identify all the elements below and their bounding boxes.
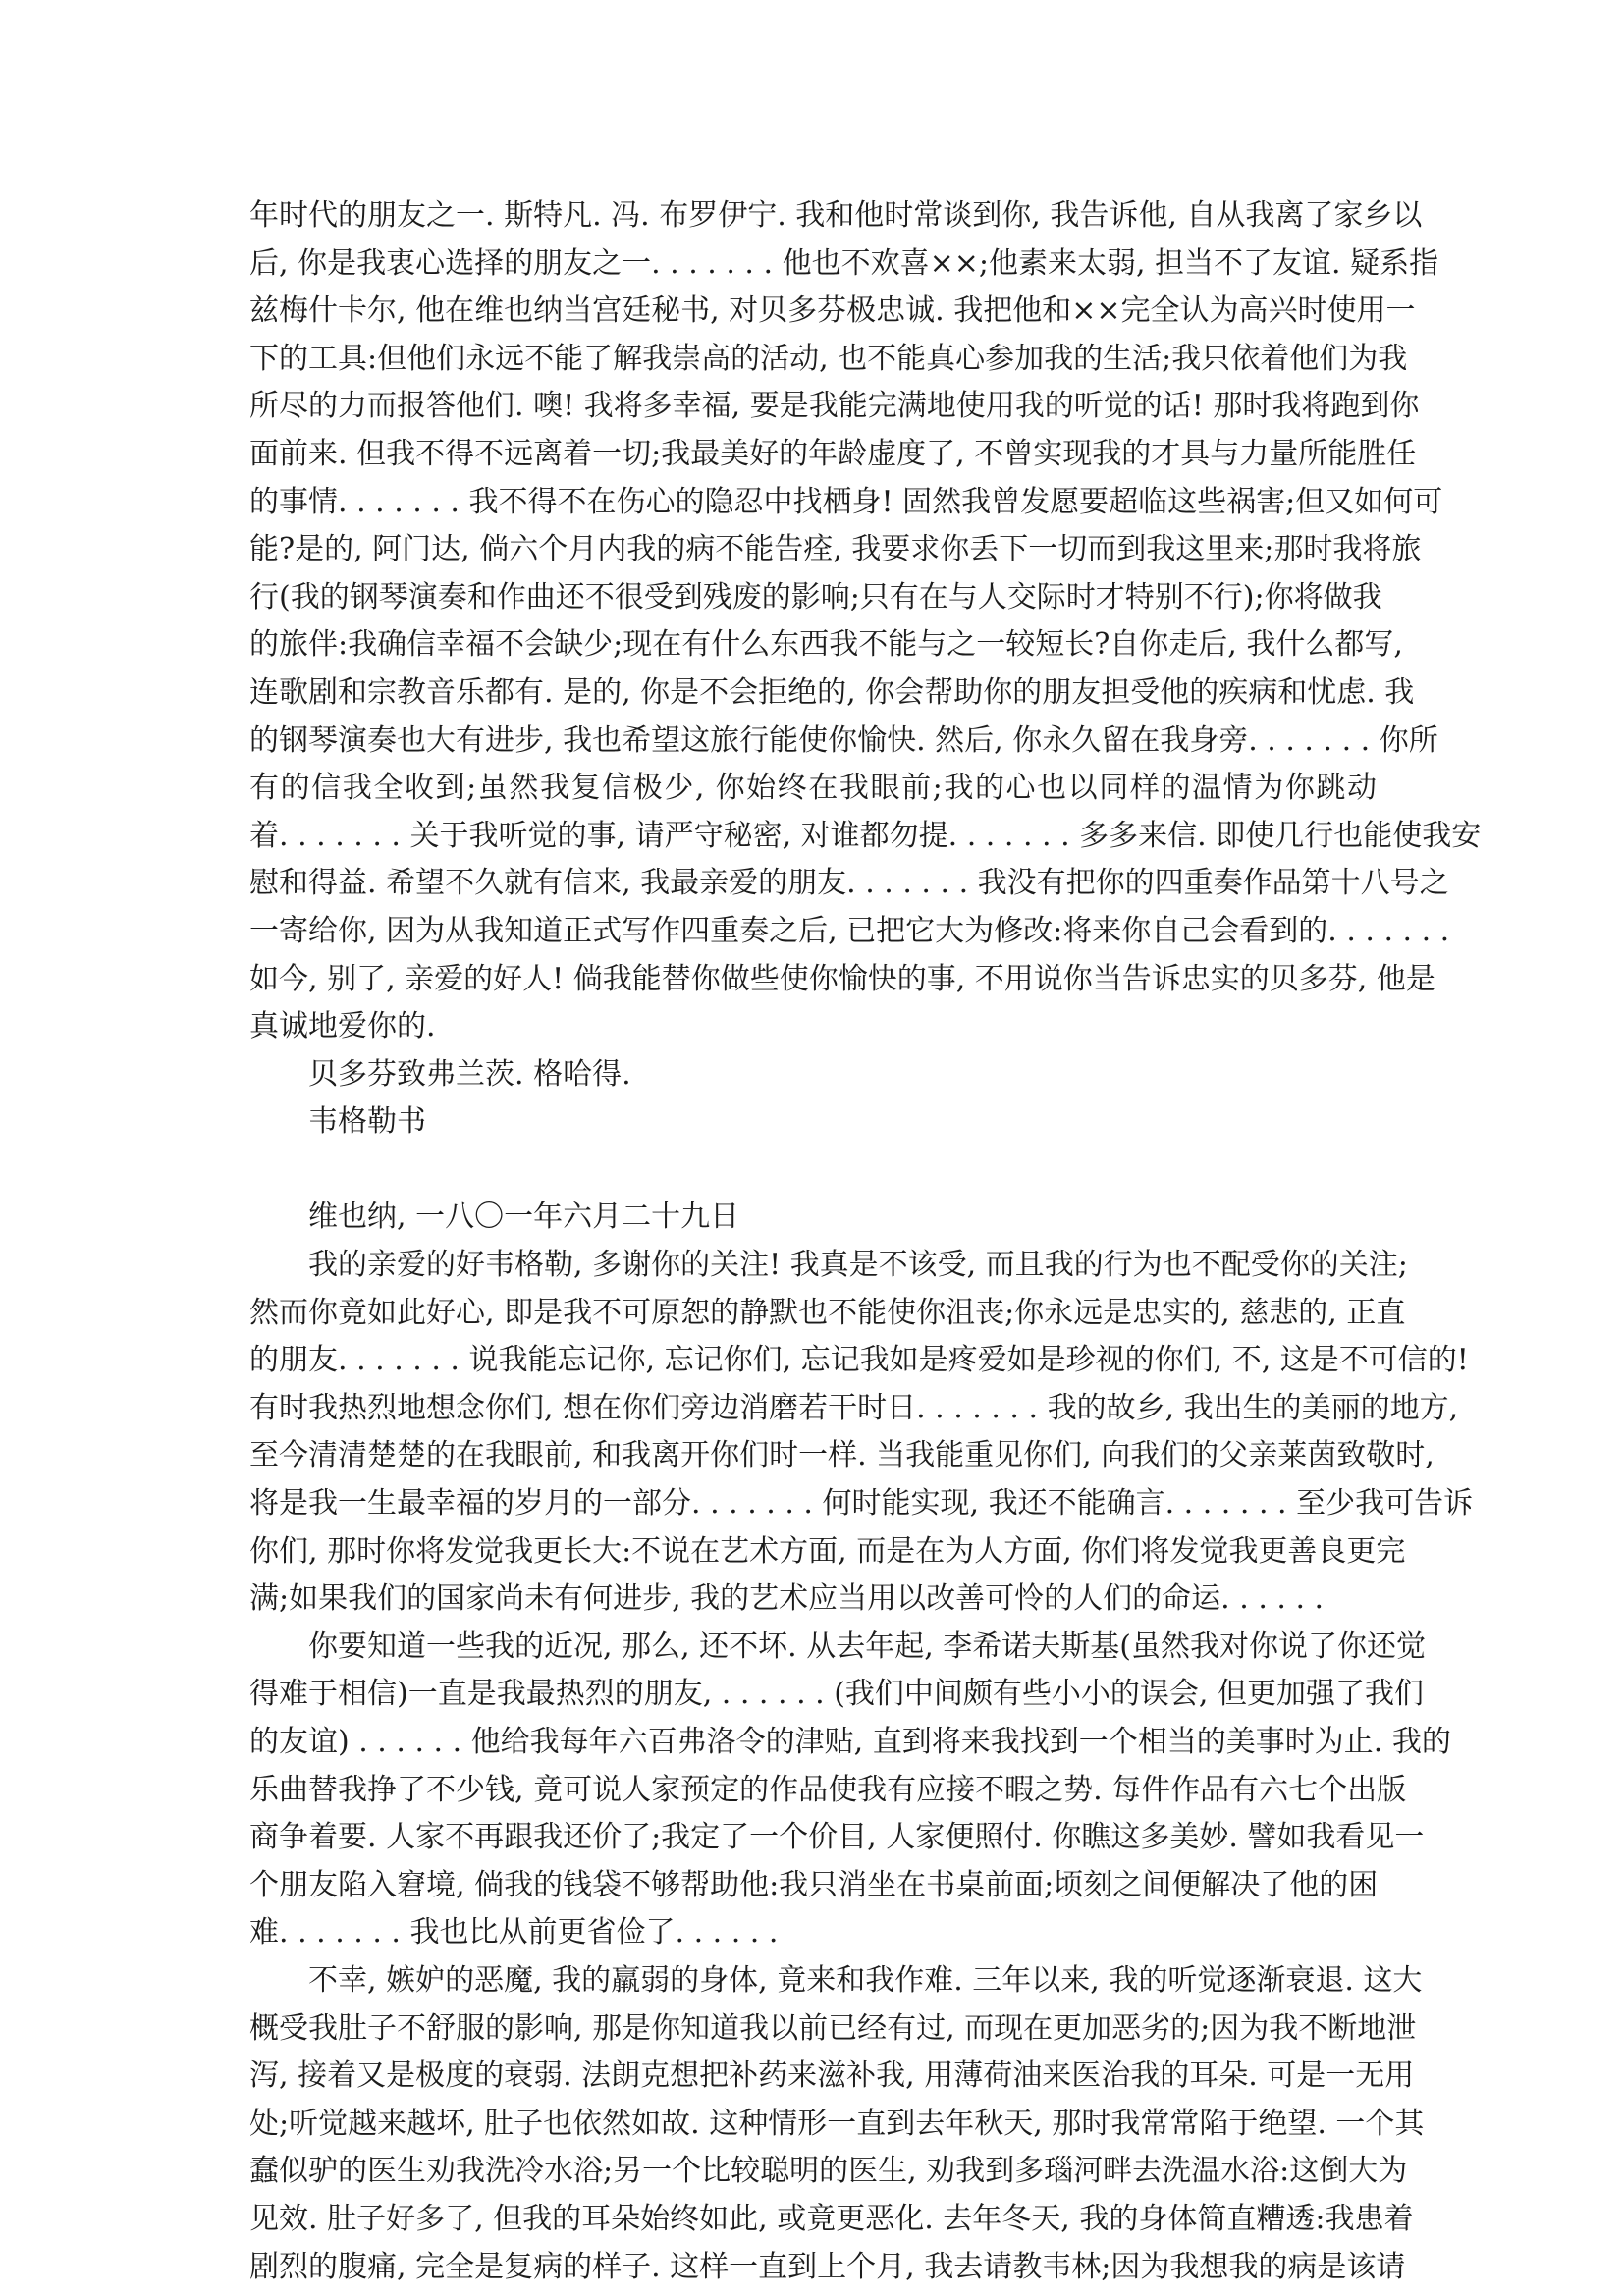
heading-line: 韦格勒书 [308, 1104, 426, 1140]
text-line: 有时我热烈地想念你们, 想在你们旁边消磨若干时日. . . . . . . 我的故乡, 我出生的美丽的地方, [249, 1390, 1459, 1425]
letter-to-amenda-paragraph [249, 192, 1482, 1051]
letter-heading-name [249, 1098, 1377, 1147]
text-line: 蠢似驴的医生劝我洗冷水浴;另一个比较聪明的医生, 劝我到多瑙河畔去洗温水浴:这倒大为 [249, 2154, 1408, 2189]
text-line: 处;听觉越来越坏, 肚子也依然如故. 这种情形一直到去年秋天, 那时我常常陷于绝望. 一个其 [249, 2106, 1425, 2141]
text-line: 将是我一生最幸福的岁月的一部分. . . . . . . 何时能实现, 我还不能确言. . . . . . . 至少我可告诉 [249, 1486, 1474, 1522]
text-line: 有的信我全收到;虽然我复信极少, 你始终在我眼前;我的心也以同样的温情为你跳动 [249, 771, 1377, 806]
text-line: 如今, 别了, 亲爱的好人! 倘我能替你做些使你愉快的事, 不用说你当告诉忠实的贝多芬, 他是 [249, 961, 1435, 996]
text-line: 你要知道一些我的近况, 那么, 还不坏. 从去年起, 李希诺夫斯基(虽然我对你说了你还觉 [308, 1629, 1426, 1664]
text-line: 连歌剧和宗教音乐都有. 是的, 你是不会拒绝的, 你会帮助你的朋友担受他的疾病和忧虑. 我 [249, 674, 1415, 710]
text-line: 的事情. . . . . . . 我不得不在伤心的隐忍中找栖身! 固然我曾发愿要超临这些祸害;但又如何可 [249, 484, 1443, 519]
text-line: 后, 你是我衷心选择的朋友之一. . . . . . . 他也不欢喜××;他素来太弱, 担当不了友谊. 疑系指 [249, 245, 1439, 281]
text-line: 下的工具:但他们永远不能了解我崇高的活动, 也不能真心参加我的生活;我只依着他们为我 [249, 341, 1408, 376]
letter-paragraph-greeting [249, 1242, 1474, 1624]
text-line: 满;如果我们的国家尚未有何进步, 我的艺术应当用以改善可怜的人们的命运. . . . . . [249, 1581, 1325, 1617]
text-line: 着. . . . . . . 关于我听觉的事, 请严守秘密, 对谁都勿提. . . . . . . 多多来信. 即使几行也能使我安 [249, 818, 1482, 853]
text-line: 的友谊) . . . . . . 他给我每年六百弗洛令的津贴, 直到将来我找到一个相当的美事时为止. 我的 [249, 1725, 1451, 1759]
blank-line-gap [249, 1147, 1377, 1195]
text-line: 得难于相信)一直是我最热烈的朋友, . . . . . . (我们中间颇有些小小的误会, 但更加强了我们 [249, 1677, 1424, 1712]
text-line: 行(我的钢琴演奏和作曲还不很受到残废的影响;只有在与人交际时才特别不行);你将做我 [249, 579, 1382, 614]
document-page [249, 192, 1482, 2291]
text-line: 见效. 肚子好多了, 但我的耳朵始终如此, 或竟更恶化. 去年冬天, 我的身体简直糟透:我患着 [249, 2201, 1414, 2236]
text-line: 我的亲爱的好韦格勒, 多谢你的关注! 我真是不该受, 而且我的行为也不配受你的关注; [308, 1248, 1408, 1283]
letter-heading-recipient [249, 1051, 1377, 1099]
text-line: 的钢琴演奏也大有进步, 我也希望这旅行能使你愉快. 然后, 你永久留在我身旁. . . . . . . 你所 [249, 722, 1438, 758]
text-line: 面前来. 但我不得不远离着一切;我最美好的年龄虚度了, 不曾实现我的才具与力量所能胜任 [249, 436, 1417, 471]
dateline-text: 维也纳, 一八〇一年六月二十九日 [308, 1200, 740, 1235]
text-line: 概受我肚子不舒服的影响, 那是你知道我以前已经有过, 而现在更加恶劣的;因为我不断地泄 [249, 2010, 1417, 2046]
letter-paragraph-situation [249, 1624, 1451, 1957]
text-line: 真诚地爱你的. [249, 1009, 436, 1044]
heading-line: 贝多芬致弗兰茨. 格哈得. [308, 1056, 631, 1092]
letter-dateline [249, 1194, 1377, 1242]
text-line: 所尽的力而报答他们. 噢! 我将多幸福, 要是我能完满地使用我的听觉的话! 那时我将跑到你 [249, 389, 1420, 424]
text-line: 至今清清楚楚的在我眼前, 和我离开你们时一样. 当我能重见你们, 向我们的父亲莱茵致敬时, [249, 1438, 1435, 1473]
text-line: 慰和得益. 希望不久就有信来, 我最亲爱的朋友. . . . . . . 我没有把你的四重奏作品第十八号之 [249, 866, 1449, 901]
text-line: 的朋友. . . . . . . 说我能忘记你, 忘记你们, 忘记我如是疼爱如是珍视的你们, 不, 这是不可信的! [249, 1343, 1469, 1378]
text-line: 剧烈的腹痛, 完全是复病的样子. 这样一直到上个月, 我去请教韦林;因为我想我的病是该请 [249, 2249, 1406, 2284]
text-line: 年时代的朋友之一. 斯特凡. 冯. 布罗伊宁. 我和他时常谈到你, 我告诉他, 自从我离了家乡以 [249, 198, 1423, 233]
text-line: 能?是的, 阿门达, 倘六个月内我的病不能告痊, 我要求你丢下一切而到我这里来;那时我将旅 [249, 532, 1422, 567]
text-line: 的旅伴:我确信幸福不会缺少;现在有什么东西我不能与之一较短长?自你走后, 我什么都写, [249, 627, 1403, 663]
text-line: 商争着要. 人家不再跟我还价了;我定了一个价目, 人家便照付. 你瞧这多美妙. 譬如我看见一 [249, 1820, 1425, 1855]
text-line: 泻, 接着又是极度的衰弱. 法朗克想把补药来滋补我, 用薄荷油来医治我的耳朵. 可是一无用 [249, 2058, 1415, 2094]
text-line: 不幸, 嫉妒的恶魔, 我的羸弱的身体, 竟来和我作难. 三年以来, 我的听觉逐渐衰退. 这大 [308, 1962, 1423, 1998]
text-line: 你们, 那时你将发觉我更长大:不说在艺术方面, 而是在为人方面, 你们将发觉我更善良更完 [249, 1533, 1406, 1569]
text-line: 乐曲替我挣了不少钱, 竟可说人家预定的作品使我有应接不暇之势. 每件作品有六七个出版 [249, 1772, 1407, 1807]
text-line: 个朋友陷入窘境, 倘我的钱袋不够帮助他:我只消坐在书桌前面;顷刻之间便解决了他的困 [249, 1867, 1379, 1902]
text-line: 兹梅什卡尔, 他在维也纳当宫廷秘书, 对贝多芬极忠诚. 我把他和××完全认为高兴时使用一 [249, 294, 1416, 329]
letter-paragraph-illness [249, 1957, 1425, 2291]
text-line: 难. . . . . . . 我也比从前更省俭了. . . . . . [249, 1915, 779, 1950]
text-line: 一寄给你, 因为从我知道正式写作四重奏之后, 已把它大为修改:将来你自己会看到的. . . . . . . [249, 913, 1450, 948]
text-line: 然而你竟如此好心, 即是我不可原恕的静默也不能使你沮丧;你永远是忠实的, 慈悲的, 正直 [249, 1295, 1406, 1330]
